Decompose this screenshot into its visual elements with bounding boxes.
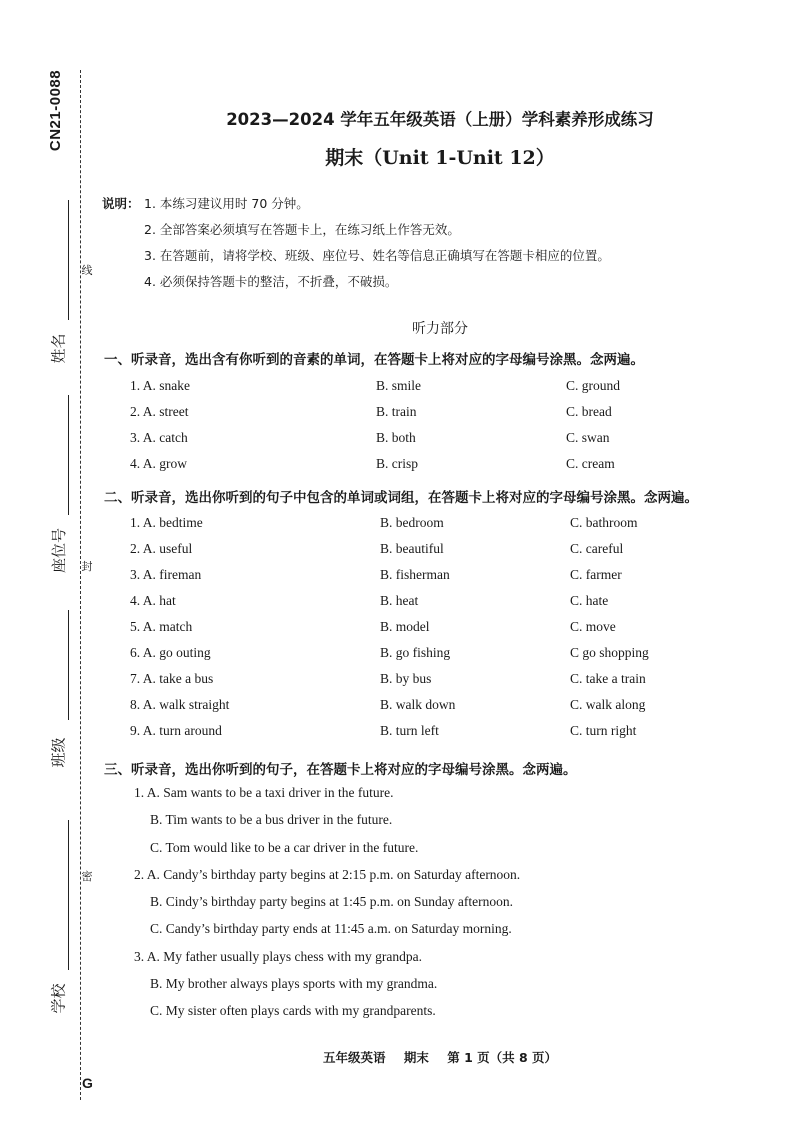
instruction-text: 2. 全部答案必须填写在答题卡上，在练习纸上作答无效。	[144, 222, 460, 237]
option-line[interactable]: 2. A. Candy’s birthday party begins at 2:15 p.m. on Saturday afternoon.	[134, 866, 521, 882]
option-c[interactable]: C. take a train	[570, 671, 646, 686]
option-c[interactable]: C. ground	[566, 378, 620, 393]
option-b[interactable]: B. beautiful	[380, 541, 444, 556]
option-a[interactable]: 7. A. take a bus	[130, 671, 214, 686]
option-a[interactable]: 1. A. bedtime	[130, 515, 203, 530]
question-row	[130, 645, 730, 671]
option-c[interactable]: C. move	[570, 619, 616, 634]
question-row	[130, 541, 730, 567]
option-line[interactable]: C. My sister often plays cards with my grandparents.	[150, 1003, 436, 1019]
option-b[interactable]: B. both	[376, 430, 416, 445]
class-field-line	[68, 610, 69, 720]
option-c[interactable]: C go shopping	[570, 645, 649, 660]
instruction-text: 4. 必须保持答题卡的整洁，不折叠，不破损。	[144, 274, 398, 289]
binding-cut-line	[80, 70, 81, 1100]
question-row	[130, 430, 730, 456]
option-a[interactable]: 6. A. go outing	[130, 645, 211, 660]
question-row	[130, 378, 730, 404]
option-b[interactable]: B. bedroom	[380, 515, 444, 530]
seal-char-line: 线	[81, 264, 93, 277]
seal-char-secret: 密	[81, 870, 93, 883]
option-a[interactable]: 3. A. fireman	[130, 567, 202, 582]
option-line[interactable]: C. Tom would like to be a car driver in the future.	[150, 839, 419, 855]
instructions	[102, 194, 722, 298]
instruction-text: 1. 本练习建议用时 70 分钟。	[144, 196, 309, 211]
footer-term: 期末	[403, 1050, 429, 1065]
option-a[interactable]: 2. A. street	[130, 404, 189, 419]
option-a[interactable]: 3. A. catch	[130, 430, 188, 445]
option-b[interactable]: B. by bus	[380, 671, 432, 686]
option-b[interactable]: B. train	[376, 404, 417, 419]
option-b[interactable]: B. heat	[380, 593, 419, 608]
option-line[interactable]: B. Cindy’s birthday party begins at 1:45 p.m. on Sunday afternoon.	[150, 894, 513, 910]
document-code-text: CN21-0088	[47, 69, 65, 151]
option-b[interactable]: B. crisp	[376, 456, 418, 471]
seat-number-field-line	[68, 395, 69, 515]
option-a[interactable]: 9. A. turn around	[130, 723, 222, 738]
option-c[interactable]: C. hate	[570, 593, 609, 608]
question-row	[130, 671, 730, 697]
school-field-line	[68, 820, 69, 970]
option-c[interactable]: C. careful	[570, 541, 624, 556]
bottom-mark: G	[82, 1075, 93, 1091]
question-row	[130, 593, 730, 619]
option-a[interactable]: 2. A. useful	[130, 541, 193, 556]
listening-part-title: 听力部分	[412, 321, 468, 337]
footer-subject: 五年级英语	[322, 1050, 386, 1065]
option-line[interactable]: C. Candy’s birthday party ends at 11:45 a.m. on Saturday morning.	[150, 921, 512, 937]
school-label: 学校	[49, 982, 68, 1014]
option-line[interactable]: 1. A. Sam wants to be a taxi driver in the future.	[134, 785, 394, 800]
option-b[interactable]: B. smile	[376, 378, 422, 393]
option-line[interactable]: B. Tim wants to be a bus driver in the future.	[150, 812, 393, 828]
option-a[interactable]: 4. A. grow	[130, 456, 187, 471]
exam-subtitle: 期末（Unit 1-Unit 12）	[325, 147, 555, 169]
option-line[interactable]: 3. A. My father usually plays chess with my grandpa.	[134, 948, 422, 964]
section1-questions	[130, 378, 730, 482]
question-row	[130, 567, 730, 593]
option-line[interactable]: B. My brother always plays sports with my grandma.	[150, 976, 438, 992]
option-a[interactable]: 1. A. snake	[130, 378, 190, 393]
option-c[interactable]: C. farmer	[570, 567, 622, 582]
document-code	[44, 70, 68, 150]
option-c[interactable]: C. turn right	[570, 723, 637, 738]
option-a[interactable]: 4. A. hat	[130, 593, 176, 608]
option-c[interactable]: C. bathroom	[570, 515, 638, 530]
option-a[interactable]: 8. A. walk straight	[130, 697, 230, 712]
instruction-item	[102, 272, 722, 298]
question-row	[130, 723, 730, 749]
option-c[interactable]: C. swan	[566, 430, 610, 445]
question-row	[130, 456, 730, 482]
page-footer	[160, 1048, 720, 1066]
instruction-text: 3. 在答题前，请将学校、班级、座位号、姓名等信息正确填写在答题卡相应的位置。	[144, 248, 610, 263]
exam-title: 2023—2024 学年五年级英语（上册）学科素养形成练习	[226, 110, 654, 129]
name-label: 姓名	[49, 332, 68, 364]
question-row	[130, 515, 730, 541]
option-c[interactable]: C. walk along	[570, 697, 646, 712]
class-label: 班级	[49, 736, 68, 768]
option-b[interactable]: B. model	[380, 619, 430, 634]
option-b[interactable]: B. turn left	[380, 723, 439, 738]
footer-page-number: 第 1 页（共 8 页）	[447, 1050, 558, 1065]
option-b[interactable]: B. go fishing	[380, 645, 451, 660]
instruction-item	[102, 220, 722, 246]
question-row	[130, 619, 730, 645]
option-a[interactable]: 5. A. match	[130, 619, 193, 634]
question-row	[130, 404, 730, 430]
instruction-item	[102, 194, 722, 220]
option-b[interactable]: B. fisherman	[380, 567, 450, 582]
question-row	[130, 697, 730, 723]
seat-number-label: 座位号	[49, 527, 68, 573]
section3-heading: 三、听录音，选出你听到的句子，在答题卡上将对应的字母编号涂黑。念两遍。	[104, 762, 577, 778]
name-field-line	[68, 200, 69, 320]
option-c[interactable]: C. cream	[566, 456, 615, 471]
instruction-item	[102, 246, 722, 272]
section1-heading: 一、听录音，选出含有你听到的音素的单词，在答题卡上将对应的字母编号涂黑。念两遍。	[104, 352, 644, 368]
section3-questions	[134, 785, 734, 1031]
option-c[interactable]: C. bread	[566, 404, 612, 419]
section2-questions	[130, 515, 730, 749]
section2-heading: 二、听录音，选出你听到的句子中包含的单词或词组，在答题卡上将对应的字母编号涂黑。念两遍。	[104, 490, 698, 506]
option-b[interactable]: B. walk down	[380, 697, 456, 712]
instructions-label: 说明：	[102, 196, 140, 211]
seal-char-seal: 封	[81, 560, 93, 573]
